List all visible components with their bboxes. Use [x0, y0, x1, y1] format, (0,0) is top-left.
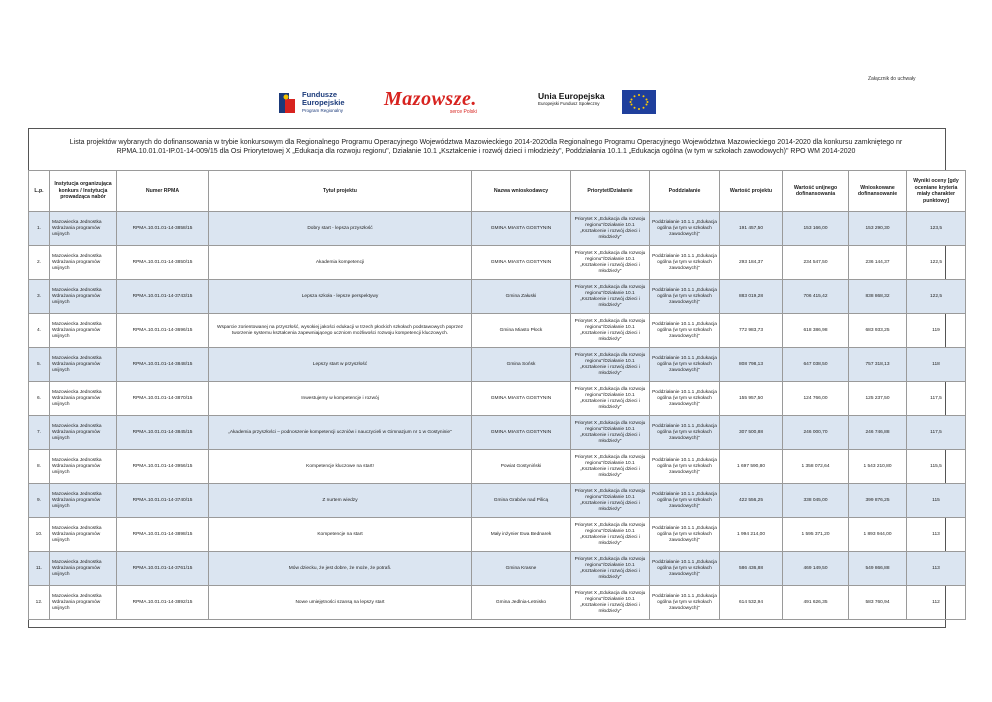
cell-requested-funding: 399 876,25	[849, 484, 907, 518]
header-applicant: Nazwa wnioskodawcy	[472, 171, 571, 212]
header-institution: Instytucja organizująca konkurs / Instytucja prowadząca nabór	[50, 171, 117, 212]
cell-eu-funding: 491 626,35	[783, 586, 849, 620]
ue-subtitle: Europejski Fundusz Społeczny	[538, 101, 600, 106]
cell-score: 123,5	[907, 212, 966, 246]
cell-score: 118	[907, 348, 966, 382]
cell-rpma-number: RPMA.10.01.01-14-3743/15	[117, 280, 209, 314]
cell-score: 117,5	[907, 382, 966, 416]
cell-subaction: Poddziałanie 10.1.1 „Edukacja ogólna (w tym w szkołach zawodowych)"	[650, 552, 720, 586]
cell-requested-funding: 1 543 210,80	[849, 450, 907, 484]
cell-institution: Mazowiecka Jednostka Wdrażania programów unijnych	[50, 586, 117, 620]
header-priority: Priorytet/Działanie	[571, 171, 650, 212]
fe-line1: Fundusze	[302, 90, 337, 99]
cell-project-title: Wsparcie zorientowanej na przyszłość, wysokiej jakości edukacji w trzech płockich szkołach podstawowych poprzez tworzenie systemu kształcenia zapewniającego uczniom możliwości rozwoju kompetencji kluczowych.	[209, 314, 472, 348]
cell-requested-funding: 236 144,37	[849, 246, 907, 280]
cell-applicant: Gmina Jedlnia-Letnisko	[472, 586, 571, 620]
cell-project-value: 1 697 590,80	[720, 450, 783, 484]
cell-institution: Mazowiecka Jednostka Wdrażania programów unijnych	[50, 382, 117, 416]
fe-text	[302, 91, 345, 115]
cell-rpma-number: RPMA.10.01.01-14-3696/15	[117, 314, 209, 348]
header-rpma-number: Numer RPMA	[117, 171, 209, 212]
mazowsze-logo	[384, 88, 477, 115]
fe-line2: Europejskie	[302, 98, 345, 107]
table-row	[29, 212, 966, 246]
cell-eu-funding: 246 000,70	[783, 416, 849, 450]
cell-institution: Mazowiecka Jednostka Wdrażania programów unijnych	[50, 450, 117, 484]
fundusze-europejskie-logo	[276, 88, 345, 118]
cell-eu-funding: 234 547,50	[783, 246, 849, 280]
mazowsze-tagline: serce Polski	[449, 109, 477, 115]
cell-applicant: GMINA MIASTA GOSTYNIN	[472, 246, 571, 280]
cell-applicant: Mały inżynier Ewa Bednarek	[472, 518, 571, 552]
table-row	[29, 518, 966, 552]
cell-priority: Priorytet X „Edukacja dla rozwoju regionu"/Działanie 10.1 „Kształcenie i rozwój dzieci i młodzieży"	[571, 484, 650, 518]
cell-subaction: Poddziałanie 10.1.1 „Edukacja ogólna (w tym w szkołach zawodowych)"	[650, 314, 720, 348]
cell-subaction: Poddziałanie 10.1.1 „Edukacja ogólna (w tym w szkołach zawodowych)"	[650, 484, 720, 518]
cell-priority: Priorytet X „Edukacja dla rozwoju regionu"/Działanie 10.1 „Kształcenie i rozwój dzieci i młodzieży"	[571, 314, 650, 348]
cell-rpma-number: RPMA.10.01.01-14-3870/15	[117, 382, 209, 416]
cell-priority: Priorytet X „Edukacja dla rozwoju regionu"/Działanie 10.1 „Kształcenie i rozwój dzieci i młodzieży"	[571, 212, 650, 246]
cell-applicant: Gmina Miasto Płock	[472, 314, 571, 348]
cell-lp: 11.	[29, 552, 50, 586]
cell-requested-funding: 125 237,50	[849, 382, 907, 416]
cell-project-value: 883 019,28	[720, 280, 783, 314]
cell-eu-funding: 338 045,00	[783, 484, 849, 518]
cell-priority: Priorytet X „Edukacja dla rozwoju regionu"/Działanie 10.1 „Kształcenie i rozwój dzieci i młodzieży"	[571, 382, 650, 416]
cell-rpma-number: RPMA.10.01.01-14-3892/15	[117, 586, 209, 620]
cell-project-title: Z nurtem wiedzy	[209, 484, 472, 518]
header-requested-funding: Wnioskowane dofinansowanie	[849, 171, 907, 212]
table-row	[29, 314, 966, 348]
cell-subaction: Poddziałanie 10.1.1 „Edukacja ogólna (w tym w szkołach zawodowych)"	[650, 212, 720, 246]
cell-applicant: GMINA MIASTA GOSTYNIN	[472, 416, 571, 450]
cell-institution: Mazowiecka Jednostka Wdrażania programów unijnych	[50, 246, 117, 280]
cell-applicant: GMINA MIASTA GOSTYNIN	[472, 382, 571, 416]
cell-requested-funding: 549 866,88	[849, 552, 907, 586]
cell-rpma-number: RPMA.10.01.01-14-3858/15	[117, 212, 209, 246]
cell-lp: 10.	[29, 518, 50, 552]
cell-requested-funding: 683 933,25	[849, 314, 907, 348]
cell-priority: Priorytet X „Edukacja dla rozwoju regionu"/Działanie 10.1 „Kształcenie i rozwój dzieci i młodzieży"	[571, 280, 650, 314]
cell-eu-funding: 618 386,98	[783, 314, 849, 348]
projects-table	[28, 170, 966, 620]
cell-lp: 1.	[29, 212, 50, 246]
cell-score: 122,5	[907, 280, 966, 314]
cell-applicant: GMINA MIASTA GOSTYNIN	[472, 212, 571, 246]
unia-europejska-logo	[538, 92, 605, 108]
cell-lp: 6.	[29, 382, 50, 416]
cell-eu-funding: 124 766,00	[783, 382, 849, 416]
cell-institution: Mazowiecka Jednostka Wdrażania programów unijnych	[50, 552, 117, 586]
cell-project-title: Lepsza szkoła - lepsze perspektywy	[209, 280, 472, 314]
cell-project-value: 307 500,88	[720, 416, 783, 450]
table-row	[29, 348, 966, 382]
cell-lp: 3.	[29, 280, 50, 314]
ue-title: Unia Europejska	[538, 91, 605, 101]
cell-applicant: Gmina Grabów nad Pilicą	[472, 484, 571, 518]
cell-rpma-number: RPMA.10.01.01-14-3956/15	[117, 450, 209, 484]
cell-requested-funding: 757 318,13	[849, 348, 907, 382]
cell-lp: 2.	[29, 246, 50, 280]
cell-eu-funding: 469 149,50	[783, 552, 849, 586]
document-title	[28, 138, 944, 156]
cell-rpma-number: RPMA.10.01.01-14-3850/15	[117, 246, 209, 280]
cell-project-title: Kompetencje na start	[209, 518, 472, 552]
cell-project-value: 293 184,37	[720, 246, 783, 280]
cell-priority: Priorytet X „Edukacja dla rozwoju regionu"/Działanie 10.1 „Kształcenie i rozwój dzieci i młodzieży"	[571, 518, 650, 552]
cell-priority: Priorytet X „Edukacja dla rozwoju regionu"/Działanie 10.1 „Kształcenie i rozwój dzieci i młodzieży"	[571, 586, 650, 620]
cell-project-title: Inwestujemy w kompetencje i rozwój	[209, 382, 472, 416]
cell-requested-funding: 838 868,32	[849, 280, 907, 314]
table-row	[29, 484, 966, 518]
header-lp: L.p.	[29, 171, 50, 212]
header-subaction: Poddziałanie	[650, 171, 720, 212]
cell-rpma-number: RPMA.10.01.01-14-3845/15	[117, 416, 209, 450]
table-row	[29, 450, 966, 484]
cell-subaction: Poddziałanie 10.1.1 „Edukacja ogólna (w tym w szkołach zawodowych)"	[650, 416, 720, 450]
cell-subaction: Poddziałanie 10.1.1 „Edukacja ogólna (w tym w szkołach zawodowych)"	[650, 382, 720, 416]
cell-applicant: Gmina Krasne	[472, 552, 571, 586]
cell-eu-funding: 647 038,50	[783, 348, 849, 382]
cell-project-value: 586 436,88	[720, 552, 783, 586]
cell-institution: Mazowiecka Jednostka Wdrażania programów unijnych	[50, 416, 117, 450]
header-eu-funding: Wartość unijnego dofinansowania	[783, 171, 849, 212]
cell-priority: Priorytet X „Edukacja dla rozwoju regionu"/Działanie 10.1 „Kształcenie i rozwój dzieci i młodzieży"	[571, 246, 650, 280]
cell-lp: 7.	[29, 416, 50, 450]
cell-requested-funding: 583 760,94	[849, 586, 907, 620]
fe-star-icon	[276, 90, 298, 116]
cell-institution: Mazowiecka Jednostka Wdrażania programów unijnych	[50, 280, 117, 314]
cell-eu-funding: 153 166,00	[783, 212, 849, 246]
cell-project-title: Akademia kompetencji	[209, 246, 472, 280]
cell-project-value: 191 457,50	[720, 212, 783, 246]
cell-lp: 8.	[29, 450, 50, 484]
title-line-1: Lista projektów wybranych do dofinansowania w trybie konkursowym dla Regionalnego Programu Operacyjnego Województwa Mazowieckiego 2014-2020dla Regionalnego Programu Operacyjnego Województwa Mazowieckiego 2014-2020 dla konkursu zamkniętego nr	[69, 139, 903, 146]
table-row	[29, 552, 966, 586]
cell-project-value: 155 957,50	[720, 382, 783, 416]
cell-institution: Mazowiecka Jednostka Wdrażania programów unijnych	[50, 314, 117, 348]
table-header-row	[29, 171, 966, 212]
cell-institution: Mazowiecka Jednostka Wdrażania programów unijnych	[50, 348, 117, 382]
cell-requested-funding: 1 893 944,00	[849, 518, 907, 552]
cell-priority: Priorytet X „Edukacja dla rozwoju regionu"/Działanie 10.1 „Kształcenie i rozwój dzieci i młodzieży"	[571, 348, 650, 382]
header-score: Wyniki oceny [gdy oceniane kryteria miały charakter punktowy]	[907, 171, 966, 212]
table-body	[29, 212, 966, 620]
cell-score: 112	[907, 586, 966, 620]
cell-institution: Mazowiecka Jednostka Wdrażania programów unijnych	[50, 212, 117, 246]
cell-rpma-number: RPMA.10.01.01-14-3848/15	[117, 348, 209, 382]
cell-rpma-number: RPMA.10.01.01-14-3761/15	[117, 552, 209, 586]
cell-score: 113	[907, 518, 966, 552]
cell-subaction: Poddziałanie 10.1.1 „Edukacja ogólna (w tym w szkołach zawodowych)"	[650, 348, 720, 382]
cell-institution: Mazowiecka Jednostka Wdrażania programów unijnych	[50, 484, 117, 518]
cell-lp: 9.	[29, 484, 50, 518]
cell-applicant: Gmina Sońsk	[472, 348, 571, 382]
cell-requested-funding: 153 290,30	[849, 212, 907, 246]
cell-subaction: Poddziałanie 10.1.1 „Edukacja ogólna (w tym w szkołach zawodowych)"	[650, 450, 720, 484]
cell-lp: 4.	[29, 314, 50, 348]
cell-project-value: 808 798,13	[720, 348, 783, 382]
cell-lp: 12.	[29, 586, 50, 620]
cell-subaction: Poddziałanie 10.1.1 „Edukacja ogólna (w tym w szkołach zawodowych)"	[650, 246, 720, 280]
table-row	[29, 586, 966, 620]
cell-subaction: Poddziałanie 10.1.1 „Edukacja ogólna (w tym w szkołach zawodowych)"	[650, 518, 720, 552]
cell-eu-funding: 1 595 371,20	[783, 518, 849, 552]
cell-score: 117,5	[907, 416, 966, 450]
title-line-2: RPMA.10.01.01-IP.01-14-009/15 dla Osi Priorytetowej X „Edukacja dla rozwoju regionu", Działanie 10.1 „Kształcenie i rozwój dzieci i młodzieży", Poddziałania 10.1.1 „Edukacja ogólna (w tym w szkołach zawodowych)" RPO WM 2014-2020	[116, 148, 856, 155]
cell-project-title: „Akademia przyszłości – podnoszenie kompetencji uczniów i nauczycieli w Gimnazjum nr 1 w Gostyninie"	[209, 416, 472, 450]
cell-project-title: Nowe umiejętności szansą na lepszy start	[209, 586, 472, 620]
header-project-value: Wartość projektu	[720, 171, 783, 212]
header-project-title: Tytuł projektu	[209, 171, 472, 212]
cell-rpma-number: RPMA.10.01.01-14-3740/15	[117, 484, 209, 518]
cell-eu-funding: 1 358 072,64	[783, 450, 849, 484]
mazowsze-wordmark: Mazowsze.	[384, 88, 477, 110]
cell-project-title: Lepszy start w przyszłość	[209, 348, 472, 382]
cell-eu-funding: 706 415,42	[783, 280, 849, 314]
cell-project-title: Kompetencje kluczowe na start!	[209, 450, 472, 484]
cell-applicant: Powiat Gostyniński	[472, 450, 571, 484]
table-row	[29, 246, 966, 280]
table-row	[29, 416, 966, 450]
cell-project-value: 772 983,73	[720, 314, 783, 348]
cell-project-title: Dobry start - lepsza przyszłość	[209, 212, 472, 246]
eu-flag-icon	[622, 90, 656, 114]
cell-requested-funding: 246 746,88	[849, 416, 907, 450]
cell-applicant: Gmina Załuski	[472, 280, 571, 314]
cell-score: 115,5	[907, 450, 966, 484]
cell-priority: Priorytet X „Edukacja dla rozwoju regionu"/Działanie 10.1 „Kształcenie i rozwój dzieci i młodzieży"	[571, 552, 650, 586]
annex-note: Załącznik do uchwały	[868, 76, 916, 82]
cell-score: 113	[907, 552, 966, 586]
cell-priority: Priorytet X „Edukacja dla rozwoju regionu"/Działanie 10.1 „Kształcenie i rozwój dzieci i młodzieży"	[571, 450, 650, 484]
cell-priority: Priorytet X „Edukacja dla rozwoju regionu"/Działanie 10.1 „Kształcenie i rozwój dzieci i młodzieży"	[571, 416, 650, 450]
table-row	[29, 382, 966, 416]
cell-score: 119	[907, 314, 966, 348]
cell-project-value: 614 532,94	[720, 586, 783, 620]
cell-project-value: 1 994 214,00	[720, 518, 783, 552]
fe-subtitle: Program Regionalny	[302, 108, 344, 113]
cell-rpma-number: RPMA.10.01.01-14-3898/15	[117, 518, 209, 552]
cell-institution: Mazowiecka Jednostka Wdrażania programów unijnych	[50, 518, 117, 552]
logo-bar	[276, 86, 666, 120]
table-row	[29, 280, 966, 314]
cell-subaction: Poddziałanie 10.1.1 „Edukacja ogólna (w tym w szkołach zawodowych)"	[650, 586, 720, 620]
cell-score: 115	[907, 484, 966, 518]
cell-score: 122,5	[907, 246, 966, 280]
cell-project-title: Mów dziecku, że jest dobre, że może, że potrafi.	[209, 552, 472, 586]
cell-project-value: 422 556,25	[720, 484, 783, 518]
cell-subaction: Poddziałanie 10.1.1 „Edukacja ogólna (w tym w szkołach zawodowych)"	[650, 280, 720, 314]
cell-lp: 5.	[29, 348, 50, 382]
